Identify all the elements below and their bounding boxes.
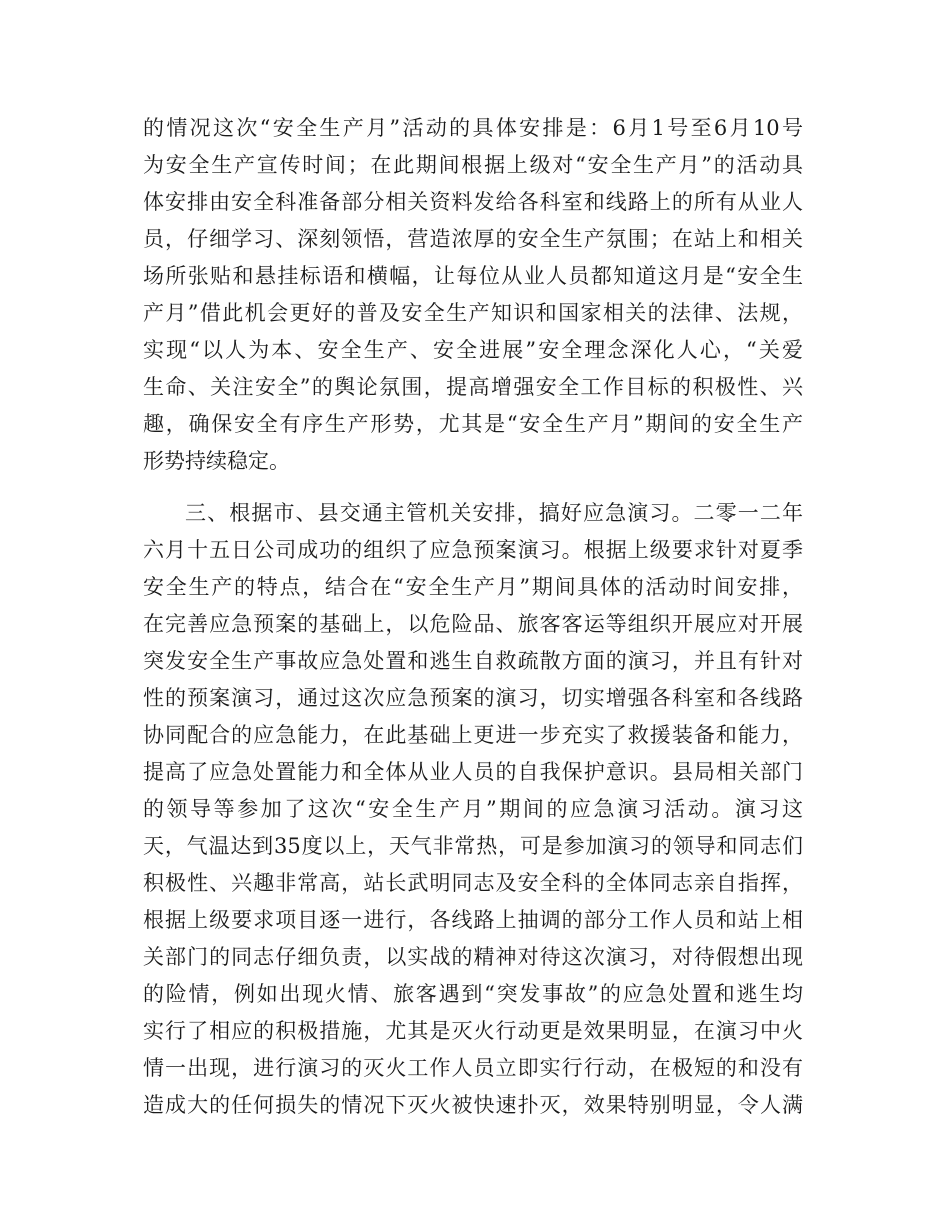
paragraph-1-line: 体安排由安全科准备部分相关资料发给各科室和线路上的所有从业人 <box>143 190 803 214</box>
paragraph-1-line: 趣，确保安全有序生产形势，尤其是“安全生产月”期间的安全生产 <box>143 412 803 436</box>
paragraph-2-line: 关部门的同志仔细负责，以实战的精神对待这次演习，对待假想出现 <box>143 945 803 969</box>
paragraph-1-line: 场所张贴和悬挂标语和横幅，让每位从业人员都知道这月是“安全生 <box>143 264 803 288</box>
paragraph-2-line: 的险情，例如出现火情、旅客遇到“突发事故”的应急处置和逃生均 <box>143 982 803 1006</box>
paragraph-2-line: 三、根据市、县交通主管机关安排，搞好应急演习。二零一二年 <box>185 501 803 525</box>
paragraph-2-line: 积极性、兴趣非常高，站长武明同志及安全科的全体同志亲自指挥， <box>143 871 803 895</box>
paragraph-1-line: 员，仔细学习、深刻领悟，营造浓厚的安全生产氛围；在站上和相关 <box>143 227 803 251</box>
paragraph-2-line: 提高了应急处置能力和全体从业人员的自我保护意识。县局相关部门 <box>143 760 803 784</box>
paragraph-1-line: 为安全生产宣传时间；在此期间根据上级对“安全生产月”的活动具 <box>143 153 803 177</box>
paragraph-2-line: 天，气温达到35度以上，天气非常热，可是参加演习的领导和同志们 <box>143 834 803 858</box>
paragraph-1-line: 实现“以人为本、安全生产、安全进展”安全理念深化人心，“关爱 <box>143 338 803 362</box>
paragraph-2-line: 实行了相应的积极措施，尤其是灭火行动更是效果明显，在演习中火 <box>143 1019 803 1043</box>
paragraph-2-line: 六月十五日公司成功的组织了应急预案演习。根据上级要求针对夏季 <box>143 538 803 562</box>
paragraph-2-line: 情一出现，进行演习的灭火工作人员立即实行行动，在极短的和没有 <box>143 1056 803 1080</box>
paragraph-1-line: 生命、关注安全”的舆论氛围，提高增强安全工作目标的积极性、兴 <box>143 375 803 399</box>
paragraph-2-line: 协同配合的应急能力，在此基础上更进一步充实了救援装备和能力， <box>143 723 803 747</box>
paragraph-1-line: 的情况这次“安全生产月”活动的具体安排是：6月1号至6月10号 <box>143 116 803 140</box>
paragraph-1-line: 形势持续稳定。 <box>143 449 290 473</box>
paragraph-2-line: 造成大的任何损失的情况下灭火被快速扑灭，效果特别明显，令人满 <box>143 1093 803 1117</box>
paragraph-2-line: 的领导等参加了这次“安全生产月”期间的应急演习活动。演习这 <box>143 797 803 821</box>
paragraph-2-line: 突发安全生产事故应急处置和逃生自救疏散方面的演习，并且有针对 <box>143 649 803 673</box>
paragraph-1-line: 产月”借此机会更好的普及安全生产知识和国家相关的法律、法规， <box>143 301 803 325</box>
paragraph-2-line: 性的预案演习，通过这次应急预案的演习，切实增强各科室和各线路 <box>143 686 803 710</box>
paragraph-2-line: 在完善应急预案的基础上，以危险品、旅客客运等组织开展应对开展 <box>143 612 803 636</box>
paragraph-2-line: 根据上级要求项目逐一进行，各线路上抽调的部分工作人员和站上相 <box>143 908 803 932</box>
paragraph-2-line: 安全生产的特点，结合在“安全生产月”期间具体的活动时间安排， <box>143 575 803 599</box>
